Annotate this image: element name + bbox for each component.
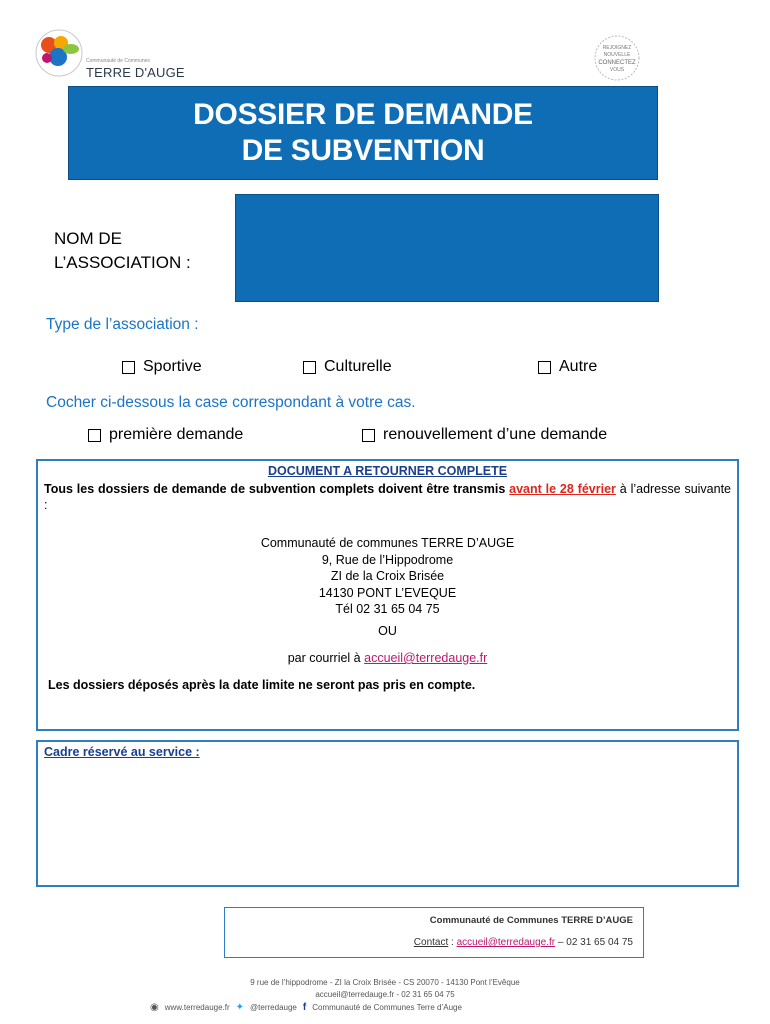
association-name-label xyxy=(54,227,191,275)
instructions-end: à l’adresse suivante : xyxy=(44,482,731,512)
checkbox-icon[interactable] xyxy=(88,429,101,442)
title-banner xyxy=(68,86,658,180)
checkbox-icon[interactable] xyxy=(303,361,316,374)
checkbox-label: Sportive xyxy=(143,358,202,375)
document-return-instructions xyxy=(44,481,731,513)
association-name-field[interactable] xyxy=(235,194,659,302)
svg-text:REJOIGNEZ: REJOIGNEZ xyxy=(602,45,632,51)
late-submission-warning: Les dossiers déposés après la date limite ne seront pas pris en compte. xyxy=(48,678,476,692)
checkbox-culturelle[interactable] xyxy=(303,358,392,376)
footer-web-link[interactable]: www.terredauge.fr xyxy=(164,1003,230,1012)
footer-facebook-link[interactable]: Communauté de Communes Terre d’Auge xyxy=(312,1003,462,1012)
checkbox-label: Autre xyxy=(559,358,598,375)
checkbox-label: Culturelle xyxy=(324,358,392,375)
address-line: ZI de la Croix Brisée xyxy=(330,569,445,583)
svg-text:CONNECTEZ: CONNECTEZ xyxy=(598,60,636,66)
document-return-box xyxy=(36,459,739,731)
email-prefix: par courriel à xyxy=(287,651,361,665)
address-phone: Tél 02 31 65 04 75 xyxy=(335,602,440,616)
checkbox-icon[interactable] xyxy=(122,361,135,374)
contact-org: Communauté de Communes TERRE D’AUGE xyxy=(429,915,633,926)
web-icon: ◉ xyxy=(150,1002,159,1013)
association-type-title: Type de l’association : xyxy=(46,316,199,333)
checkbox-label: première demande xyxy=(109,426,244,443)
logo-mark-icon xyxy=(34,28,84,78)
email-instruction xyxy=(38,651,737,665)
contact-separator: : xyxy=(448,937,457,948)
svg-text:VOUS: VOUS xyxy=(609,67,625,73)
checkbox-renouvellement[interactable] xyxy=(362,426,607,444)
checkbox-premiere-demande[interactable] xyxy=(88,426,243,444)
partner-logo-icon xyxy=(590,34,644,82)
footer-twitter-link[interactable]: @terredauge xyxy=(250,1003,297,1012)
deadline-text: avant le 28 février xyxy=(509,482,616,496)
terre-dauge-logo xyxy=(34,28,185,82)
checkbox-label: renouvellement d’une demande xyxy=(383,426,608,443)
contact-box xyxy=(224,907,644,958)
footer-contact: accueil@terredauge.fr - 02 31 65 04 75 xyxy=(315,990,455,999)
footer-address: 9 rue de l’hippodrome - ZI la Croix Brisée - CS 20070 - 14130 Pont l’Evêque xyxy=(250,978,520,987)
twitter-icon: ✦ xyxy=(235,1002,245,1013)
title-line-2: DE SUBVENTION xyxy=(241,134,485,167)
svg-text:NOUVELLE: NOUVELLE xyxy=(603,52,631,58)
address-line: Communauté de communes TERRE D’AUGE xyxy=(260,536,515,550)
contact-line xyxy=(414,937,633,948)
checkbox-autre[interactable] xyxy=(538,358,597,376)
contact-label: Contact xyxy=(413,937,449,948)
or-separator: OU xyxy=(378,624,397,638)
logo-name: TERRE D'AUGE xyxy=(86,65,185,80)
title-line-1: DOSSIER DE DEMANDE xyxy=(193,98,533,131)
checkbox-icon[interactable] xyxy=(362,429,375,442)
email-link[interactable]: accueil@terredauge.fr xyxy=(364,651,488,665)
address-line: 9, Rue de l’Hippodrome xyxy=(321,552,454,567)
service-reserved-title: Cadre réservé au service : xyxy=(44,745,200,759)
service-reserved-box xyxy=(36,740,739,887)
postal-address xyxy=(38,535,737,618)
checkbox-icon[interactable] xyxy=(538,361,551,374)
footer-links xyxy=(150,1002,462,1013)
contact-email-link[interactable]: accueil@terredauge.fr xyxy=(456,937,556,948)
contact-phone: – 02 31 65 04 75 xyxy=(555,937,633,948)
partner-logo xyxy=(590,34,644,82)
facebook-icon: f xyxy=(302,1002,307,1013)
instructions-bold: Tous les dossiers de demande de subvention complets doivent être transmis xyxy=(44,482,506,496)
address-line: 14130 PONT L’EVEQUE xyxy=(318,585,457,600)
request-type-title: Cocher ci-dessous la case correspondant à votre cas. xyxy=(46,394,416,411)
checkbox-sportive[interactable] xyxy=(122,358,202,376)
association-name-label-line-2: L’ASSOCIATION : xyxy=(54,253,191,272)
association-name-label-line-1: NOM DE xyxy=(54,229,122,248)
document-return-heading: DOCUMENT A RETOURNER COMPLETE xyxy=(267,464,508,478)
logo-subtitle: Communauté de Communes xyxy=(86,58,150,64)
